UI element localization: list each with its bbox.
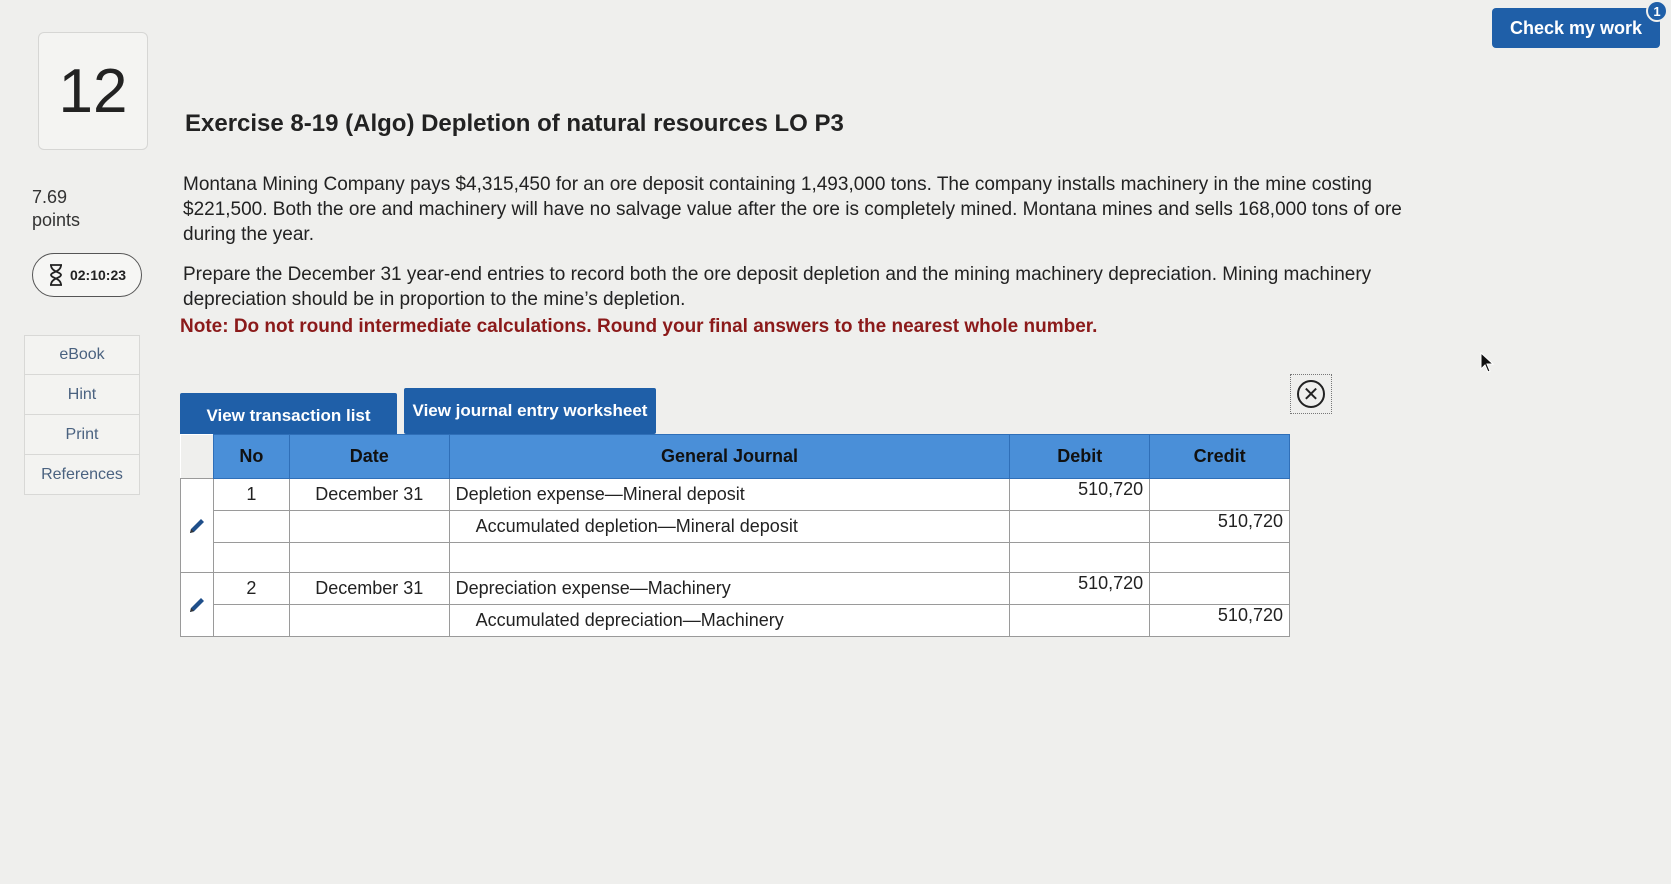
exercise-note: Note: Do not round intermediate calculations. Round your final answers to the nearest whole number. <box>180 316 1098 337</box>
edit-column-header <box>181 435 214 479</box>
timer[interactable] <box>32 253 142 297</box>
table-row <box>181 605 1290 637</box>
table-header-row <box>181 435 1290 479</box>
row-debit: 510,720 <box>1010 479 1150 511</box>
row-debit <box>1010 543 1150 573</box>
table-row <box>181 479 1290 511</box>
close-circle-icon: ✕ <box>1297 380 1325 408</box>
row-account: Accumulated depreciation—Machinery <box>449 605 1010 637</box>
edit-entry-2[interactable] <box>181 573 214 637</box>
exercise-paragraph-1: Montana Mining Company pays $4,315,450 for an ore deposit containing 1,493,000 tons. The company installs machinery in the mine costing $221,500. Both the ore and machinery will have no salvage value after the ore is completely mined. Montana mines and sells 168,000 tons of ore during the year. <box>183 174 1402 245</box>
exercise-paragraph-2: Prepare the December 31 year-end entries to record both the ore deposit depletion and the mining machinery depreciation. Mining machinery depreciation should be in proportion to the mine’s depletion. <box>183 264 1372 310</box>
row-no <box>214 543 290 573</box>
general-journal-table <box>180 434 1290 637</box>
pencil-icon <box>187 516 207 536</box>
check-my-work-button[interactable]: Check my work <box>1492 8 1660 48</box>
header-debit: Debit <box>1010 435 1150 479</box>
header-credit: Credit <box>1150 435 1290 479</box>
row-date <box>289 543 449 573</box>
row-date <box>289 511 449 543</box>
row-no: 2 <box>214 573 290 605</box>
mouse-cursor-icon <box>1480 352 1496 374</box>
side-nav-references[interactable]: References <box>24 455 140 495</box>
header-general-journal: General Journal <box>449 435 1010 479</box>
row-credit: 510,720 <box>1150 605 1290 637</box>
row-debit: 510,720 <box>1010 573 1150 605</box>
row-credit: 510,720 <box>1150 511 1290 543</box>
row-account: Accumulated depletion—Mineral deposit <box>449 511 1010 543</box>
question-number: 12 <box>58 56 128 126</box>
exercise-title: Exercise 8-19 (Algo) Depletion of natural resources LO P3 <box>185 110 844 137</box>
view-transaction-list-button[interactable]: View transaction list <box>180 393 397 439</box>
row-account: Depletion expense—Mineral deposit <box>449 479 1010 511</box>
points-value: 7.69 <box>32 187 68 207</box>
side-nav <box>24 335 140 495</box>
side-nav-ebook[interactable]: eBook <box>24 335 140 375</box>
row-date <box>289 605 449 637</box>
table-row <box>181 543 1290 573</box>
row-credit <box>1150 479 1290 511</box>
row-account: Depreciation expense—Machinery <box>449 573 1010 605</box>
points-label: points <box>32 210 81 230</box>
table-row <box>181 511 1290 543</box>
side-nav-hint[interactable]: Hint <box>24 375 140 415</box>
table-row <box>181 573 1290 605</box>
clear-entries-button[interactable] <box>1290 374 1332 414</box>
points-info <box>32 186 80 232</box>
view-journal-worksheet-button[interactable]: View journal entry worksheet <box>404 388 656 434</box>
question-number-box <box>38 32 148 150</box>
header-no: No <box>214 435 290 479</box>
header-date: Date <box>289 435 449 479</box>
timer-value: 02:10:23 <box>69 267 127 283</box>
hourglass-icon <box>48 264 64 286</box>
side-nav-print[interactable]: Print <box>24 415 140 455</box>
row-no <box>214 511 290 543</box>
row-no: 1 <box>214 479 290 511</box>
row-no <box>214 605 290 637</box>
row-date: December 31 <box>289 479 449 511</box>
row-credit <box>1150 543 1290 573</box>
row-debit <box>1010 511 1150 543</box>
pencil-icon <box>187 595 207 615</box>
row-credit <box>1150 573 1290 605</box>
edit-entry-1[interactable] <box>181 479 214 573</box>
row-account <box>449 543 1010 573</box>
row-debit <box>1010 605 1150 637</box>
row-date: December 31 <box>289 573 449 605</box>
check-count-badge: 1 <box>1646 0 1668 22</box>
